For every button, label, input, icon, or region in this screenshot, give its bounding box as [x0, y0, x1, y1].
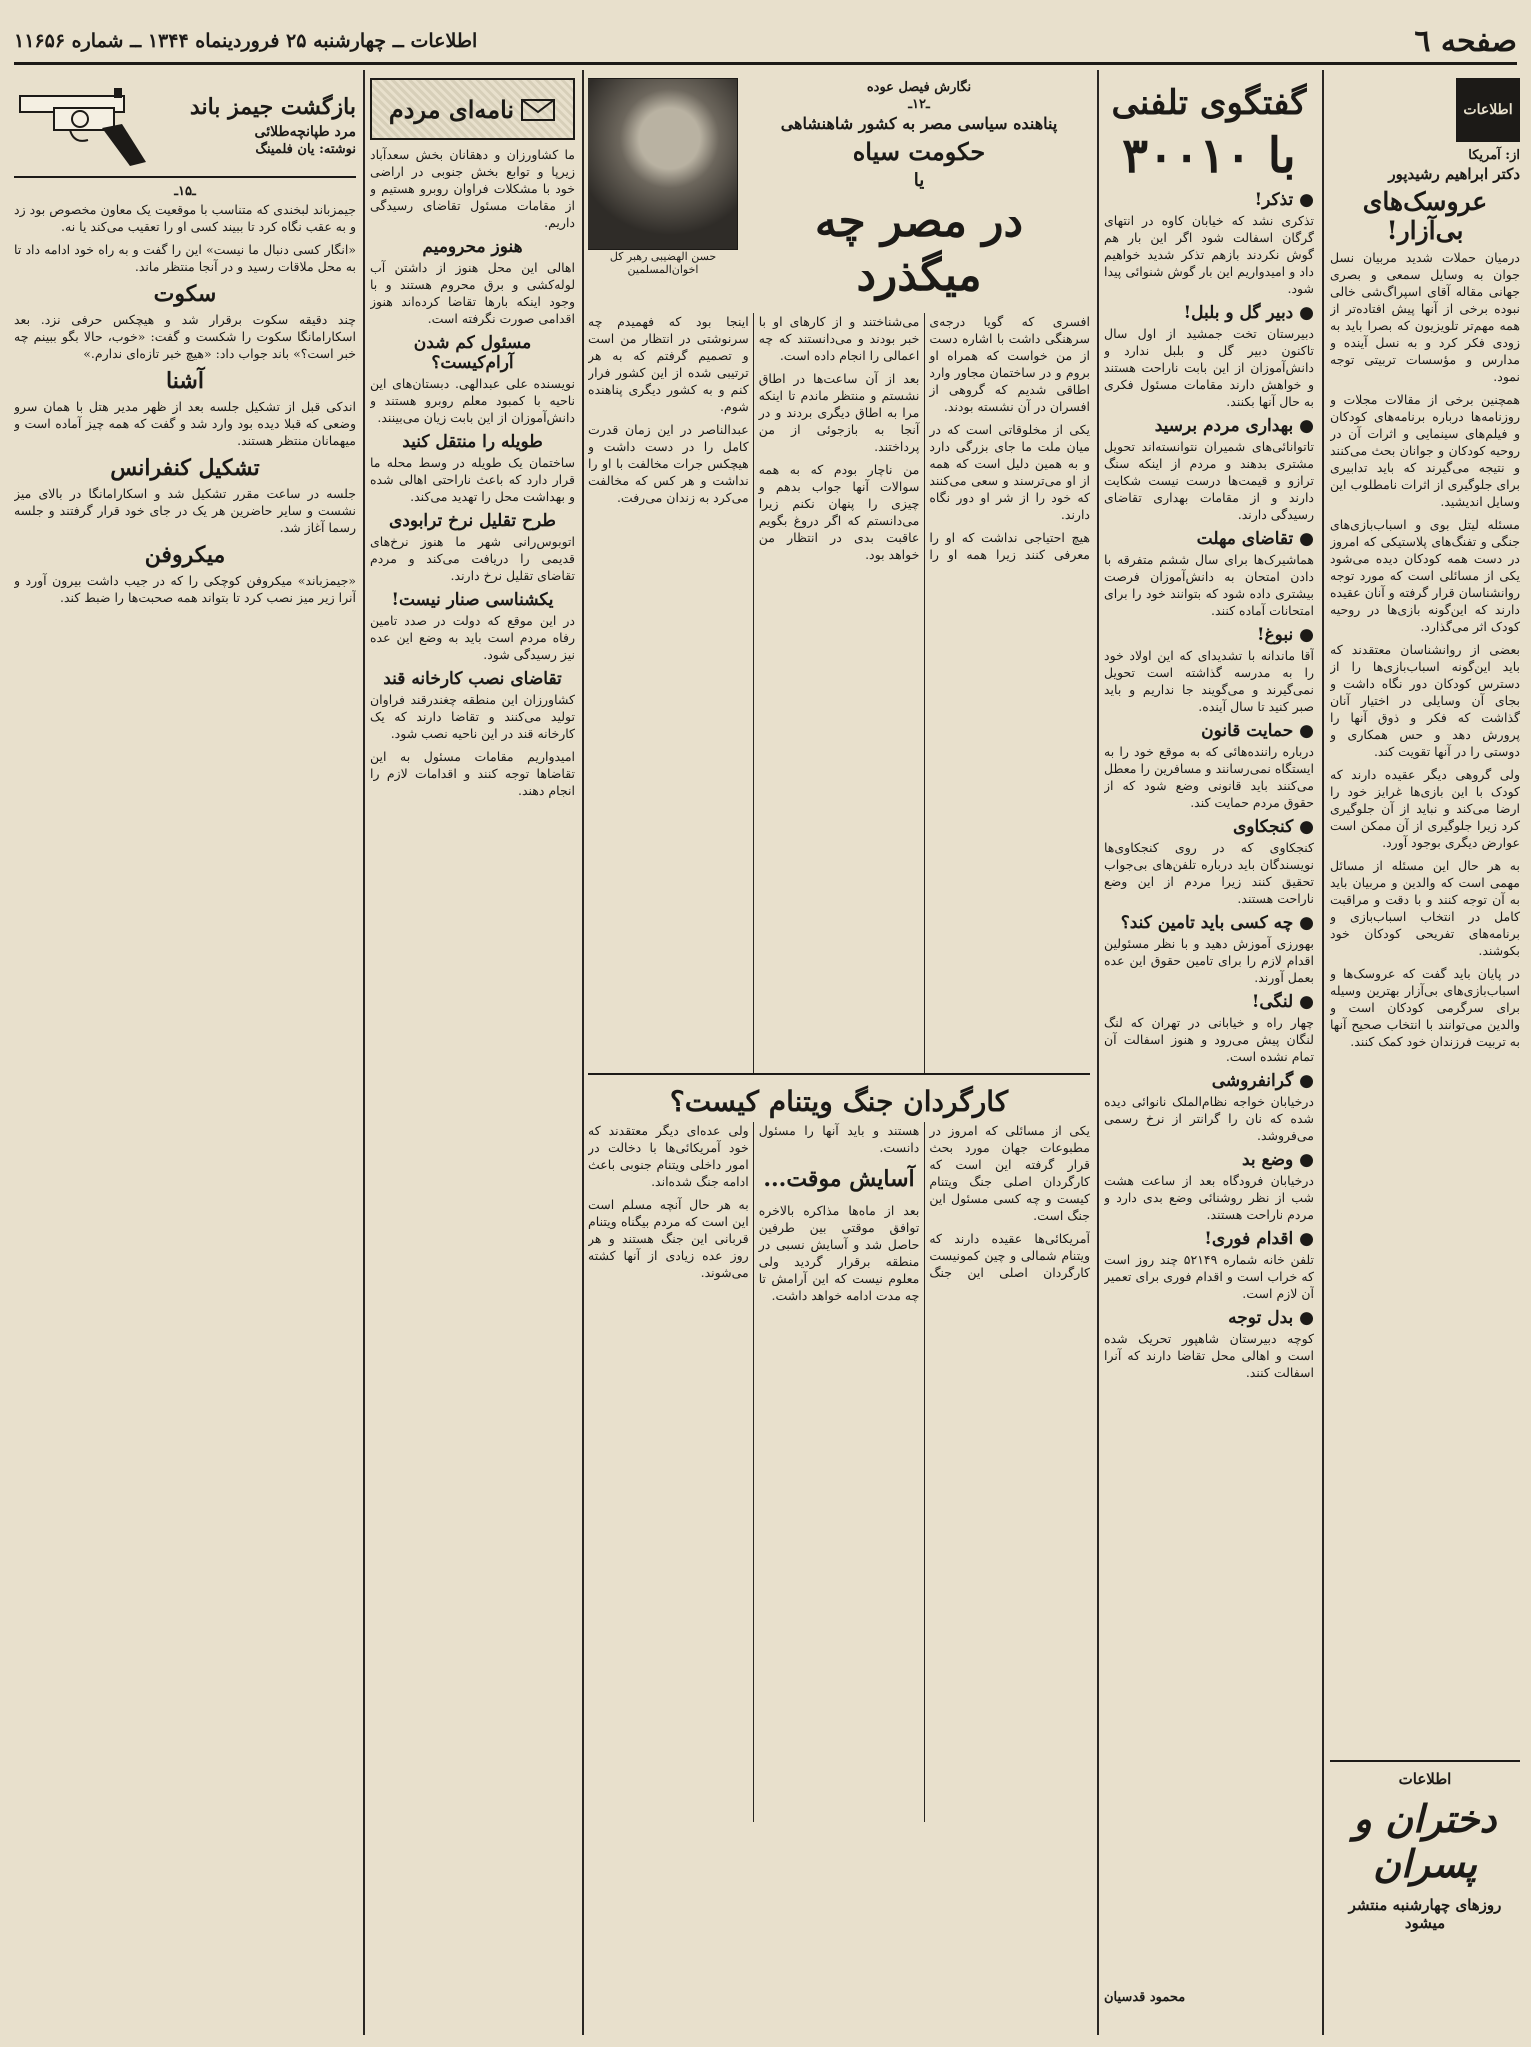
- column-rule: [1097, 70, 1099, 2035]
- paragraph: یکی از مخلوقاتی است که در میان ملت ما جای بزرگی دارد و به همین دلیل است که همه از او می‌ترسند و سعی می‌کنند که خود را از شر او دور نگاه دارند.: [929, 422, 1090, 522]
- serial-subtitle: مرد طپانچه‌طلائی: [254, 123, 356, 140]
- section-title: یکشناسی صنار نیست!: [391, 590, 554, 610]
- section-text: درباره راننده‌هائی که به موقع خود را به ایستگاه نمی‌رسانند و مسافرین را معطل می‌کنند باید قانونی وضع شود که از حقوق مردم حمایت کند.: [1104, 744, 1314, 810]
- section-text: نویسنده علی عبدالهی. دبستان‌های این ناحیه با کمبود معلم روبرو هستند و دانش‌آموزان از این بابت زیان می‌بینند.: [370, 376, 575, 425]
- portrait-photo: [588, 78, 738, 250]
- section-title: ● وضع بد: [1241, 1150, 1314, 1170]
- section-title: تشکیل کنفرانس: [110, 455, 260, 481]
- closing-text: امیدواریم مقامات مسئول به این تقاضاها توجه کنند و اقدامات لازم را انجام دهند.: [370, 749, 575, 798]
- section-text: کوچه دبیرستان شاهپور تحریک شده است و اهالی محل تقاضا دارند که آنرا اسفالت کنند.: [1104, 1331, 1314, 1380]
- sidebar-title: آسایش موقت...: [763, 1166, 915, 1192]
- section-title: آشنا: [166, 368, 204, 394]
- series-number: ـ۱۲ـ: [908, 97, 930, 112]
- serial-title: بازگشت جیمز باند: [189, 93, 356, 120]
- column-2: [1104, 78, 1314, 2038]
- section-title: ● چه کسی باید تامین کند؟: [1120, 913, 1314, 933]
- section-title: ● نبوغ!: [1256, 625, 1314, 645]
- serial-header: [14, 78, 356, 178]
- paragraph: ولی گروهی دیگر عقیده دارند که کودک با این بازی‌ها غرایز خود را ارضا می‌کند و نباید از آن جلوگیری کرد زیرا جلوگیری از آن ممکن است عوارض دیگری بوجود آورد.: [1330, 767, 1520, 850]
- sub-article: [588, 1073, 1090, 1822]
- footer-title: دختران و پسران: [1353, 1796, 1497, 1886]
- letters-logo: نامه‌ای مردم: [370, 78, 575, 140]
- section-title: مسئول کم شدن آرام‌کیست؟: [413, 333, 532, 373]
- paragraph: ولی عده‌ای دیگر معتقدند که خود آمریکائی‌ها با دخالت در امور داخلی ویتنام جنوبی باعث ادامه جنگ شده‌اند.: [588, 1123, 749, 1189]
- article-header: [588, 78, 1090, 307]
- subhead-black: حکومت سیاه: [852, 137, 986, 166]
- section-title: ● تذکر!: [1254, 190, 1314, 210]
- section-text: اهالی این محل هنوز از داشتن آب لوله‌کشی و برق محروم هستند و با وجود اینکه بارها تقاضا کرده‌اند هنوز اقدامی صورت نگرفته است.: [370, 260, 575, 326]
- section-title: ● کنجکاوی: [1232, 817, 1314, 837]
- section-text: جلسه در ساعت مقرر تشکیل شد و اسکارامانگا در بالای میز نشست و سایر حاضرین هر یک در جای خود قرار گرفتند و جلسه رسما آغاز شد.: [14, 486, 356, 535]
- section-text: تاتوانائی‌های شمیران نتوانسته‌اند تحویل مشتری بدهند و مردم از اینکه سنگ ترازو و قیمت‌ها درست نیست شکایت دارند و از مقامات بهداری تقاضای رسیدگی دارند.: [1104, 439, 1314, 522]
- masthead: [14, 20, 1517, 65]
- section-title: ● بهداری مردم برسید: [1154, 416, 1314, 436]
- paragraph: به هر حال این مسئله از مسائل مهمی است که والدین و مربیان باید به آن توجه کنند و با دقت و مراقبت کامل در انتخاب اسباب‌بازی و برنامه‌های تفریحی کودکان خود بکوشند.: [1330, 858, 1520, 958]
- section-text: بهورزی آموزش دهید و با نظر مسئولین اقدام لازم را برای تامین حقوق این عده بعمل آورند.: [1104, 936, 1314, 985]
- section-title: تقاضای نصب کارخانه قند: [383, 669, 562, 689]
- section-text: «جیمزباند» میکروفن کوچکی را که در جیب داشت بیرون آورد و آنرا زیر میز نصب کرد تا بتواند همه صحبت‌ها را ضبط کند.: [14, 573, 356, 605]
- kicker: نگارش فیصل عوده: [866, 80, 972, 95]
- section-text: اتوبوس‌رانی شهر ما هنوز نرخ‌های قدیمی را دریافت می‌کند و مردم تقاضای تقلیل نرخ دارند.: [370, 534, 575, 583]
- paragraph: هیچ احتیاجی نداشت که او را معرفی کنند زیرا همه او را می‌شناختند و از کارهای او با خبر بودند و می‌دانستند که چه اعمالی را انجام داده است.: [758, 314, 1090, 562]
- article-title: عروسک‌های بی‌آزار!: [1362, 187, 1488, 245]
- paragraph: همچنین برخی از مقالات مجلات و روزنامه‌ها درباره برنامه‌های کودکان و فیلم‌های سینمایی و اثرات آن در روحیه کودکان و جوانان بحث می‌کنند و نتیجه می‌گیرند که باید تدابیری برای جلوگیری از اثرات نامطلوب این وسایل اندیشید.: [1330, 392, 1520, 509]
- paragraph: یکی از مسائلی که امروز در مطبوعات جهان مورد بحث قرار گرفته این است که کارگردان اصلی جنگ ویتنام کیست و چه کسی مسئول این جنگ است.: [929, 1123, 1090, 1223]
- section-text: دبیرستان تخت جمشید از اول سال تاکنون دبیر گل و بلبل ندارد و دانش‌آموزان از این بابت ناراحت هستند و خواهش دارند مقامات مسئول فکری به حال آنها بکنند.: [1104, 326, 1314, 409]
- page-number: صفحه ٦: [1414, 23, 1517, 59]
- paragraph: عبدالناصر در این زمان قدرت کامل را در دست داشت و هیچکس جرات مخالفت با او را نداشت و هر کس که مخالفت می‌کرد به زندان می‌رفت.: [588, 422, 749, 505]
- paragraph: بعضی از روانشناسان معتقدند که باید این‌گونه اسباب‌بازی‌ها را از دسترس کودکان دور نگاه داشت و بجای آن وسایلی در اختیار آنان گذاشت که فکر و ذوق آنها را پرورش دهد و حس همکاری و دوستی را در آنها تقویت کند.: [1330, 642, 1520, 759]
- section-title: ● لنگی!: [1251, 992, 1314, 1012]
- paragraph: به هر حال آنچه مسلم است این است که مردم بیگناه ویتنام قربانی این جنگ هستند و هر روز عده زیادی از آنها کشته می‌شوند.: [588, 1197, 749, 1280]
- section-title: سکوت: [153, 281, 217, 307]
- section-logo: اطلاعات: [1456, 78, 1520, 142]
- paragraph: آمریکائی‌ها عقیده دارند که ویتنام شمالی و چین کمونیست کارگردان اصلی این جنگ هستند و باید آنها را مسئول دانست.: [758, 1123, 1090, 1280]
- pistol-icon: [14, 78, 154, 170]
- section-text: آقا ماندانه با تشدید‌ای که این اولاد خود را به مدرسه گذاشته است تحویل نمی‌گیرند و می‌گویند جا نداریم و باید صبر کنید تا سال آینده.: [1104, 648, 1314, 714]
- section-text: تذکری نشد که خیابان کاوه در انتهای گرگان اسفالت شود اگر این بار هم گوش نکردند بازهم تذکر شدید خواهیم داد و امیدواریم این بار گوش شنوائی پیدا شود.: [1104, 213, 1314, 296]
- column-rule: [1322, 70, 1324, 2035]
- section-title: ● گرانفروشی: [1211, 1071, 1314, 1091]
- intro-text: ما کشاورزان و دهقانان بخش سعدآباد زیرپا و توابع بخش جنوبی در اراضی خود با مشکلات فراوان روبرو هستیم و از مقامات مسئول تقاضای رسیدگی داریم.: [370, 147, 575, 230]
- paragraph: من ناچار بودم که به همه سوالات آنها جواب بدهم و چیزی را پنهان نکنم زیرا می‌دانستم که اگر دروغ بگویم عاقبت بدی در انتظار من خواهد بود.: [758, 462, 920, 562]
- section-title: ● دبیر گل و بلبل!: [1183, 303, 1314, 323]
- paragraph: بعد از آن ساعت‌ها در اطاق نشستم و منتظر ماندم تا اینکه مرا به اطاق دیگری بردند و در آنجا به بازجوئی از من پرداختند.: [758, 371, 920, 454]
- section-text: چهار راه و خیابانی در تهران که لنگ لنگان پیش می‌رود و هنوز اسفالت آن تمام نشده است.: [1104, 1015, 1314, 1064]
- column-5: [14, 78, 356, 2038]
- sub-headline: کارگردان جنگ ویتنام کیست؟: [669, 1085, 1009, 1118]
- paragraph: «انگار کسی دنبال ما نیست» این را گفت و به راه خود ادامه داد تا به محل ملاقات رسید و در آنجا منتظر ماند.: [14, 242, 356, 274]
- section-text: درخیابان فرودگاه بعد از ساعت هشت شب از نظر روشنائی وضع بدی دارد و مردم ناراحت هستند.: [1104, 1173, 1314, 1222]
- envelope-icon: [520, 94, 556, 124]
- signature: محمود قدسیان: [1104, 1990, 1186, 2005]
- article-origin: از: آمریکا: [1468, 148, 1520, 163]
- section-title: ● اقدام فوری!: [1204, 1229, 1314, 1249]
- section-text: اندکی قبل از تشکیل جلسه بعد از ظهر مدیر هتل با همان سرو وضعی که قبلا دیده بود وارد شد و گفت که همه چیز آماده است و میهمانان منتظر هستند.: [14, 399, 356, 448]
- paragraph: افسری که گویا درجه‌ی سرهنگی داشت با اشاره دست از من خواست که همراه او بروم و در ساختمان مجاور وارد اطاقی شدیم که گروهی از افسران در آن نشسته بودند.: [929, 314, 1090, 414]
- paragraph: اینجا بود که فهمیدم چه سرنوشتی در انتظار من است و تصمیم گرفتم که به هر ترتیبی شده از این کشور فرار کنم و به کشور دیگری پناهنده شوم.: [588, 314, 749, 414]
- article-author: دکتر ابراهیم رشیدپور: [1388, 165, 1520, 183]
- section-text: کنجکاوی که در روی کنجکاوی‌ها نویسندگان باید درباره تلفن‌های بی‌جواب تحقیق کنند زیرا مردم از این وضع ناراحت هستند.: [1104, 840, 1314, 906]
- section-title: هنوز محرومیم: [422, 237, 523, 257]
- column-rule: [363, 70, 365, 2035]
- paragraph: مسئله لیتل بوی و اسباب‌بازی‌های جنگی و تفنگ‌های پلاستیکی که امروز در دست همه کودکان دیده می‌شود یکی از مسائلی است که مورد توجه روانشناسان قرار گرفته و آنان عقیده دارند که این‌گونه بازی‌ها در روحیه کودک اثر می‌گذارد.: [1330, 517, 1520, 634]
- paragraph: در پایان باید گفت که عروسک‌ها و اسباب‌بازی‌های بی‌آزار بهترین وسیله برای سرگرمی کودکان است و والدین می‌توانند با انتخاب صحیح آنها به تربیت فرزندان خود کمک کنند.: [1330, 966, 1520, 1049]
- section-text: تلفن خانه شماره ۵۲۱۴۹ چند روز است که خراب است و اقدام فوری برای تعمیر آن لازم است.: [1104, 1252, 1314, 1301]
- footer-logo: اطلاعات: [1398, 1770, 1452, 1788]
- installment-number: ـ۱۵ـ: [174, 184, 196, 199]
- footer-ad: [1330, 1760, 1520, 1962]
- connector: یا: [913, 170, 925, 191]
- section-title: طویله را منتقل کنید: [402, 432, 543, 452]
- section-text: چند دقیقه سکوت برقرار شد و هیچکس حرفی نزد. بعد اسکارامانگا سکوت را شکست و گفت: «خوب، حالا بگو ببینم چه خبر است؟» باند جواب داد: «هیچ خبر تازه‌ای ندارم.»: [14, 312, 356, 361]
- article-body: [588, 313, 1090, 1073]
- main-headline: در مصر چه میگذرد: [814, 196, 1024, 301]
- section-title: ● تقاضای مهلت: [1196, 529, 1314, 549]
- section-title: ● بدل توجه: [1228, 1308, 1314, 1328]
- section-text: هماشیرک‌ها برای سال ششم متفرقه با دادن امتحان به دانش‌آموزان فرصت بیشتری داده شود که بتوانند خود را برای امتحانات آماده کنند.: [1104, 552, 1314, 618]
- subhead: پناهنده سیاسی مصر به کشور شاهنشاهی: [780, 114, 1058, 133]
- section-title: طرح تقلیل نرخ ترابودی: [389, 511, 556, 531]
- paragraph: جیمزباند لبخندی که متناسب با موقعیت یک معاون مخصوص بود زد و به عقب نگاه کرد تا ببیند کسی او را تعقیب می‌کند یا نه.: [14, 202, 356, 234]
- section-title: ● حمایت قانون: [1201, 721, 1314, 741]
- column-rule: [582, 70, 584, 2035]
- dateline: اطلاعات ــ چهارشنبه ۲۵ فروردینماه ۱۳۴۴ ــ شماره ۱۱۶۵۶: [14, 30, 478, 52]
- section-text: کشاورزان این منطقه چغندرقند فراوان تولید می‌کنند و تقاضا دارند که یک کارخانه قند در این ناحیه نصب شود.: [370, 692, 575, 741]
- section-text: ساختمان یک طویله در وسط محله ما قرار دارد که باعث ناراحتی اهالی شده و بهداشت محل را تهدید می‌کند.: [370, 455, 575, 504]
- footer-subtitle: روزهای چهارشنبه منتشر میشود: [1348, 1896, 1502, 1932]
- column-1: [1330, 78, 1520, 2038]
- section-title: میکروفن: [144, 542, 226, 568]
- section-text: در این موقع که دولت در صدد تامین رفاه مردم است باید به وضع این عده نیز رسیدگی شود.: [370, 613, 575, 662]
- column-3: [588, 78, 1090, 2038]
- serial-author: نوشته: یان فلمینگ: [255, 141, 356, 157]
- column-4: [370, 78, 575, 2038]
- section-text: درخیابان خواجه نظام‌الملک نانوائی دیده شده که نان را گرانتر از نرخ رسمی می‌فروشد.: [1104, 1094, 1314, 1143]
- headline-line1: گفتگوی تلفنی: [1111, 83, 1307, 123]
- sidebar-text: بعد از ماه‌ها مذاکره بالاخره توافق موقتی بین طرفین حاصل شد و آسایش نسبی در منطقه برقرار گردید ولی معلوم نیست که این آرامش تا چه مدت ادامه خواهد داشت.: [758, 1203, 920, 1303]
- headline-line2: با ۳۰۰۱۰: [1122, 128, 1296, 184]
- photo-caption: حسن الهضیبی رهبر کل اخوان‌المسلمین: [609, 250, 717, 276]
- paragraph: درمیان حملات شدید مربیان نسل جوان به وسایل سمعی و بصری‌ جهانی مقاله آقای اسپراگ‌شی خالی‌ نبوده برخی از آنها پیش افتاده‌تر از همه مهم‌تر تلویزیون که بصرا باید به زودی فکر کرد و به نسل آینده و مدارس و مؤسسات تربیتی توجه نمود.: [1330, 250, 1520, 384]
